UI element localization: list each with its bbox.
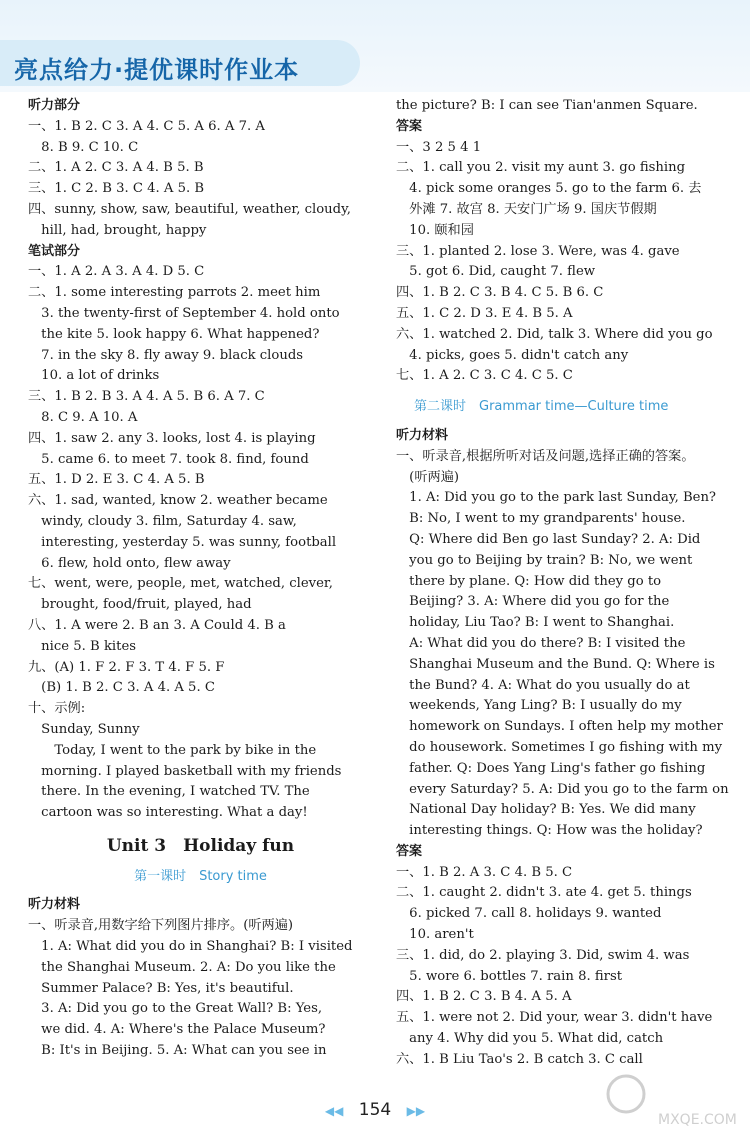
answer-line: 三、1. did, do 2. playing 3. Did, swim 4. was bbox=[396, 947, 690, 963]
answer-line: 5. wore 6. bottles 7. rain 8. first bbox=[396, 968, 623, 984]
answer-line: the Shanghai Museum. 2. A: Do you like the bbox=[28, 959, 336, 975]
lesson-heading-1: 第一课时 Story time bbox=[134, 868, 267, 884]
answer-line: 二、1. some interesting parrots 2. meet him bbox=[28, 285, 321, 301]
answer-line: we did. 4. A: Where's the Palace Museum? bbox=[28, 1022, 326, 1038]
answer-line: 8. B 9. C 10. C bbox=[28, 139, 139, 155]
answer-line: 10. aren't bbox=[396, 927, 474, 943]
answer-line: 六、1. sad, wanted, know 2. weather became bbox=[28, 493, 328, 509]
left-column bbox=[28, 96, 373, 1062]
answer-line: 一、听录音,根据所听对话及问题,选择正确的答案。 bbox=[396, 448, 695, 464]
lesson-heading-2: 第二课时 Grammar time—Culture time bbox=[414, 399, 669, 415]
unit-title: Unit 3 Holiday fun bbox=[106, 835, 295, 856]
answer-line: 二、1. caught 2. didn't 3. ate 4. get 5. things bbox=[396, 885, 692, 901]
answer-line: weekends, Yang Ling? B: I usually do my bbox=[396, 698, 682, 714]
answer-line: 4. picks, goes 5. didn't catch any bbox=[396, 347, 629, 363]
section-heading: 听力材料 bbox=[396, 427, 449, 443]
answer-line: do housework. Sometimes I go fishing with my bbox=[396, 739, 723, 755]
arrow-left-icon: ◀◀ bbox=[324, 1104, 344, 1118]
answer-line: morning. I played basketball with my friends bbox=[28, 763, 342, 779]
answer-line: any 4. Why did you 5. What did, catch bbox=[396, 1031, 664, 1047]
answer-line: A: What did you do there? B: I visited the bbox=[396, 635, 686, 651]
right-column bbox=[396, 96, 729, 1071]
answer-line: 10. 颐和园 bbox=[396, 222, 474, 238]
answer-line: 3. the twenty-first of September 4. hold onto bbox=[28, 305, 340, 321]
section-heading: 答案 bbox=[396, 843, 423, 859]
answer-line: the picture? B: I can see Tian'anmen Square. bbox=[396, 98, 698, 113]
answer-line: 五、1. were not 2. Did your, wear 3. didn't have bbox=[396, 1010, 713, 1026]
answer-line: the Bund? 4. A: What do you usually do at bbox=[396, 677, 690, 693]
answer-line: interesting, yesterday 5. was sunny, football bbox=[28, 534, 337, 550]
answer-line: (B) 1. B 2. C 3. A 4. A 5. C bbox=[28, 680, 215, 696]
answer-block-unit2 bbox=[28, 96, 373, 824]
answer-block-lesson1 bbox=[396, 96, 726, 387]
answer-line: 4. pick some oranges 5. go to the farm 6. 去 bbox=[396, 181, 702, 197]
answer-line: 七、1. A 2. C 3. C 4. C 5. C bbox=[396, 368, 573, 384]
answer-line: 六、1. watched 2. Did, talk 3. Where did you go bbox=[396, 326, 713, 342]
answer-line: 三、1. planted 2. lose 3. Were, was 4. gave bbox=[396, 243, 680, 259]
answer-line: 九、(A) 1. F 2. F 3. T 4. F 5. F bbox=[28, 659, 225, 675]
answer-line: 一、1. A 2. A 3. A 4. D 5. C bbox=[28, 264, 205, 280]
book-title: 亮点给力·提优课时作业本 bbox=[14, 56, 300, 84]
answer-line: 四、1. saw 2. any 3. looks, lost 4. is playing bbox=[28, 430, 316, 446]
section-heading: 笔试部分 bbox=[28, 243, 81, 259]
answer-line: there by plane. Q: How did they go to bbox=[396, 573, 662, 589]
answer-line: interesting things. Q: How was the holiday? bbox=[396, 823, 703, 839]
answer-line: 6. picked 7. call 8. holidays 9. wanted bbox=[396, 906, 662, 922]
answer-line: 五、1. D 2. E 3. C 4. A 5. B bbox=[28, 472, 205, 488]
answer-line: 八、1. A were 2. B an 3. A Could 4. B a bbox=[28, 617, 286, 633]
answer-line: Sunday, Sunny bbox=[28, 721, 140, 737]
answer-line: nice 5. B kites bbox=[28, 638, 137, 654]
page-number: 154 bbox=[358, 1100, 392, 1120]
answer-line: every Saturday? 5. A: Did you go to the farm on bbox=[396, 781, 729, 797]
answer-line: Q: Where did Ben go last Sunday? 2. A: Did bbox=[396, 531, 701, 547]
answer-line: 6. flew, hold onto, flew away bbox=[28, 555, 231, 571]
answer-line: 5. came 6. to meet 7. took 8. find, found bbox=[28, 451, 309, 467]
answer-line: hill, had, brought, happy bbox=[28, 222, 207, 238]
answer-line: 一、1. B 2. C 3. A 4. C 5. A 6. A 7. A bbox=[28, 118, 265, 134]
answer-line: Today, I went to the park by bike in the bbox=[28, 742, 317, 758]
answer-line: Beijing? 3. A: Where did you go for the bbox=[396, 594, 670, 610]
answer-line: 8. C 9. A 10. A bbox=[28, 409, 138, 425]
watermark-logo bbox=[598, 1070, 738, 1130]
answer-line: 二、1. A 2. C 3. A 4. B 5. B bbox=[28, 160, 204, 176]
answer-line: 5. got 6. Did, caught 7. flew bbox=[396, 264, 596, 280]
answer-line: cartoon was so interesting. What a day! bbox=[28, 805, 308, 821]
answer-line: 7. in the sky 8. fly away 9. black clouds bbox=[28, 347, 304, 363]
answer-line: 十、示例: bbox=[28, 701, 86, 717]
answer-line: 四、1. B 2. C 3. B 4. C 5. B 6. C bbox=[396, 285, 604, 301]
watermark-text: MXQE.COM bbox=[658, 1112, 737, 1128]
answer-line: homework on Sundays. I often help my mother bbox=[396, 719, 723, 735]
answer-line: 四、1. B 2. C 3. B 4. A 5. A bbox=[396, 989, 572, 1005]
answer-line: 一、3 2 5 4 1 bbox=[396, 139, 482, 155]
answer-line: 五、1. C 2. D 3. E 4. B 5. A bbox=[396, 305, 573, 321]
section-heading: 听力部分 bbox=[28, 98, 81, 113]
answer-line: you go to Beijing by train? B: No, we went bbox=[396, 552, 693, 568]
answer-line: windy, cloudy 3. film, Saturday 4. saw, bbox=[28, 513, 297, 529]
answer-line: there. In the evening, I watched TV. The bbox=[28, 784, 310, 800]
answer-line: 三、1. B 2. B 3. A 4. A 5. B 6. A 7. C bbox=[28, 389, 265, 405]
answer-line: 二、1. call you 2. visit my aunt 3. go fishing bbox=[396, 160, 686, 176]
answer-line: 一、1. B 2. A 3. C 4. B 5. C bbox=[396, 864, 573, 880]
answer-line: 10. a lot of drinks bbox=[28, 368, 160, 384]
answer-line: 六、1. B Liu Tao's 2. B catch 3. C call bbox=[396, 1051, 643, 1067]
section-heading: 听力材料 bbox=[28, 897, 81, 913]
answer-line: 1. A: Did you go to the park last Sunday, Ben? bbox=[396, 490, 717, 506]
answer-line: 外滩 7. 故宫 8. 天安门广场 9. 国庆节假期 bbox=[396, 201, 657, 217]
arrow-right-icon: ▶▶ bbox=[406, 1104, 426, 1118]
answer-line: 四、sunny, show, saw, beautiful, weather, cloudy, bbox=[28, 201, 351, 217]
answer-line: holiday, Liu Tao? B: I went to Shanghai. bbox=[396, 615, 675, 631]
listening-material-lesson1 bbox=[28, 895, 373, 1061]
answer-line: Shanghai Museum and the Bund. Q: Where is bbox=[396, 656, 715, 672]
answer-line: 一、听录音,用数字给下列图片排序。(听两遍) bbox=[28, 918, 294, 934]
answer-line: father. Q: Does Yang Ling's father go fishing bbox=[396, 760, 706, 776]
answer-line: the kite 5. look happy 6. What happened? bbox=[28, 326, 320, 342]
answer-line: brought, food/fruit, played, had bbox=[28, 597, 252, 613]
answer-line: Summer Palace? B: Yes, it's beautiful. bbox=[28, 980, 294, 996]
section-heading: 答案 bbox=[396, 118, 423, 134]
answer-line: National Day holiday? B: Yes. We did many bbox=[396, 802, 696, 818]
answer-line: 三、1. C 2. B 3. C 4. A 5. B bbox=[28, 181, 205, 197]
answer-line: 3. A: Did you go to the Great Wall? B: Yes, bbox=[28, 1001, 323, 1017]
answer-line: 1. A: What did you do in Shanghai? B: I visited bbox=[28, 939, 353, 955]
answer-line: B: No, I went to my grandparents' house. bbox=[396, 511, 686, 527]
answer-block-lesson2 bbox=[396, 426, 729, 1071]
answer-line: B: It's in Beijing. 5. A: What can you see in bbox=[28, 1043, 327, 1059]
answer-line: (听两遍) bbox=[396, 469, 460, 485]
answer-line: 七、went, were, people, met, watched, clever, bbox=[28, 576, 333, 592]
